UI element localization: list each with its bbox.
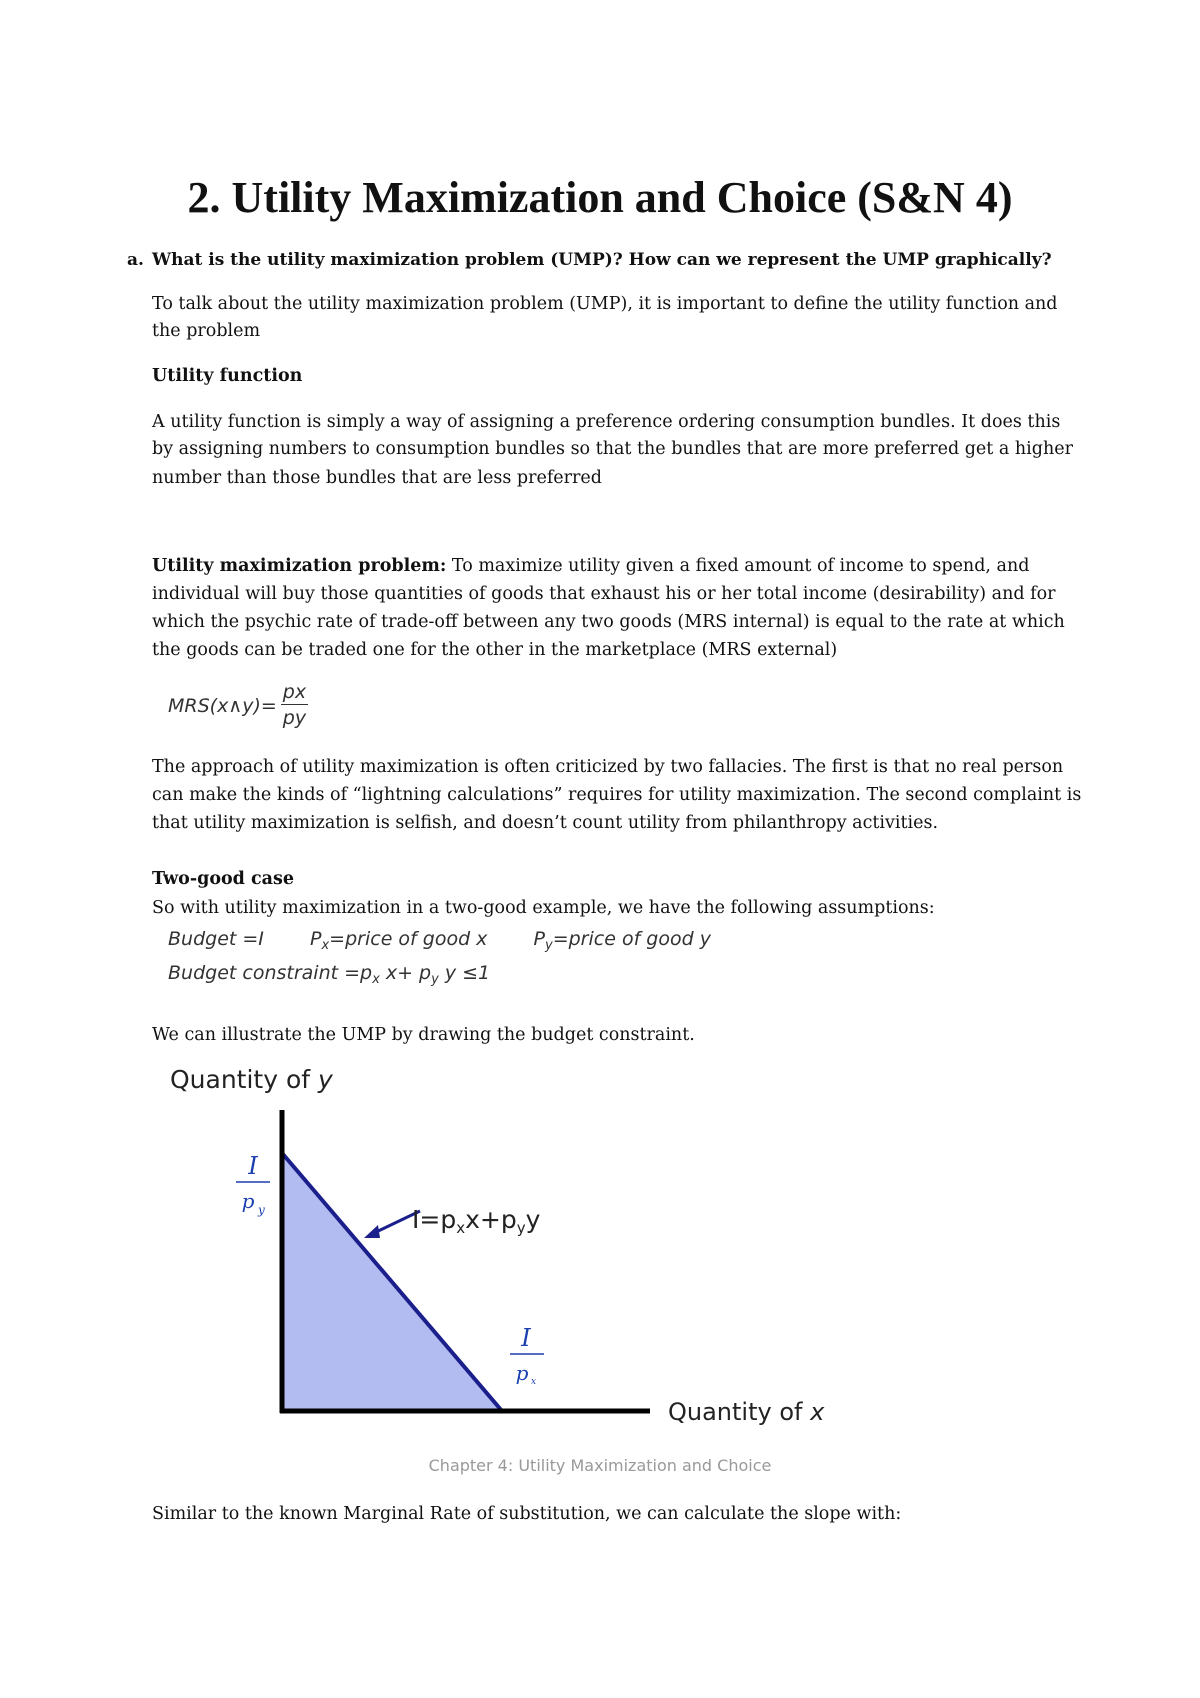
budget-constraint <box>168 962 490 987</box>
budget-line-label: $I=p_xx+p_yy$ <box>412 1205 541 1237</box>
approach-line-3: that utility maximization is selfish, and doesn’t count utility from philanthropy activities. <box>152 813 939 833</box>
price-x-symbol: P <box>310 928 322 950</box>
approach-line-1: The approach of utility maximization is often criticized by two fallacies. The first is that no real person <box>152 757 1064 777</box>
two-good-heading: Two-good case <box>152 869 294 889</box>
constraint-post: y ≤1 <box>438 962 491 984</box>
mrs-formula <box>168 680 308 731</box>
constraint-sub-x: x <box>372 972 380 987</box>
y-intercept-numerator: I <box>248 1152 258 1180</box>
question-text: What is the utility maximization problem (UMP)? How can we represent the UMP graphically? <box>152 250 1052 270</box>
price-y-subscript: y <box>545 938 553 953</box>
y-axis-label: Quantity of y <box>170 1065 333 1094</box>
price-y-definition: =price of good y <box>552 928 711 950</box>
x-intercept-subscript: x <box>531 1377 537 1387</box>
closing-text: Similar to the known Marginal Rate of substitution, we can calculate the slope with: <box>152 1504 902 1524</box>
mrs-denominator: py <box>282 707 307 729</box>
budget-line-arrowhead <box>364 1225 380 1238</box>
utility-function-line-1: A utility function is simply a way of assigning a preference ordering consumption bundles. It does this <box>152 412 1061 432</box>
page-title: 2. Utility Maximization and Choice (S&N 4) <box>187 173 1013 222</box>
budget-constraint-figure <box>150 1050 870 1450</box>
intro-line-1: To talk about the utility maximization problem (UMP), it is important to define the utility function and <box>152 294 1058 314</box>
constraint-mid: x+ p <box>379 962 432 984</box>
utility-function-heading: Utility function <box>152 366 303 386</box>
intro-line-2: the problem <box>152 321 261 341</box>
illustrate-text: We can illustrate the UMP by drawing the budget constraint. <box>152 1025 695 1045</box>
ump-line-4: the goods can be traded one for the other in the marketplace (MRS external) <box>152 640 838 660</box>
figure-caption: Chapter 4: Utility Maximization and Choice <box>428 1456 772 1475</box>
mrs-numerator: px <box>282 681 307 703</box>
ump-line-1 <box>152 553 1092 581</box>
price-y-symbol: P <box>533 928 545 950</box>
ump-heading: Utility maximization problem: <box>152 556 447 576</box>
y-intercept-denominator: p <box>241 1189 255 1213</box>
budget-definitions <box>168 928 711 953</box>
mrs-formula-lhs: MRS(x∧y)= <box>168 694 277 717</box>
price-x-definition: =price of good x <box>329 928 488 950</box>
two-good-intro: So with utility maximization in a two-good example, we have the following assumptions: <box>152 898 935 918</box>
x-axis-label: Quantity of x <box>668 1398 825 1426</box>
constraint-pre: Budget constraint =p <box>168 962 373 984</box>
price-x-subscript: x <box>321 938 330 953</box>
ump-line-1-text: To maximize utility given a fixed amount of income to spend, and <box>446 556 1030 576</box>
mrs-fraction <box>281 680 308 731</box>
constraint-sub-y: y <box>431 972 439 987</box>
approach-line-2: can make the kinds of “lightning calculations” requires for utility maximization. The second complaint is <box>152 785 1082 805</box>
utility-function-line-2: by assigning numbers to consumption bundles so that the bundles that are more preferred get a higher <box>152 439 1073 459</box>
question-marker: a. <box>127 250 144 270</box>
ump-line-3: which the psychic rate of trade-off between any two goods (MRS internal) is equal to the rate at which <box>152 612 1065 632</box>
x-intercept-denominator: p <box>515 1361 529 1385</box>
y-intercept-subscript: y <box>258 1203 265 1217</box>
utility-function-line-3: number than those bundles that are less preferred <box>152 468 602 488</box>
x-intercept-numerator: I <box>521 1324 531 1352</box>
budget-income: Budget =I <box>168 928 264 950</box>
ump-line-2: individual will buy those quantities of goods that exhaust his or her total income (desirability) and for <box>152 584 1056 604</box>
